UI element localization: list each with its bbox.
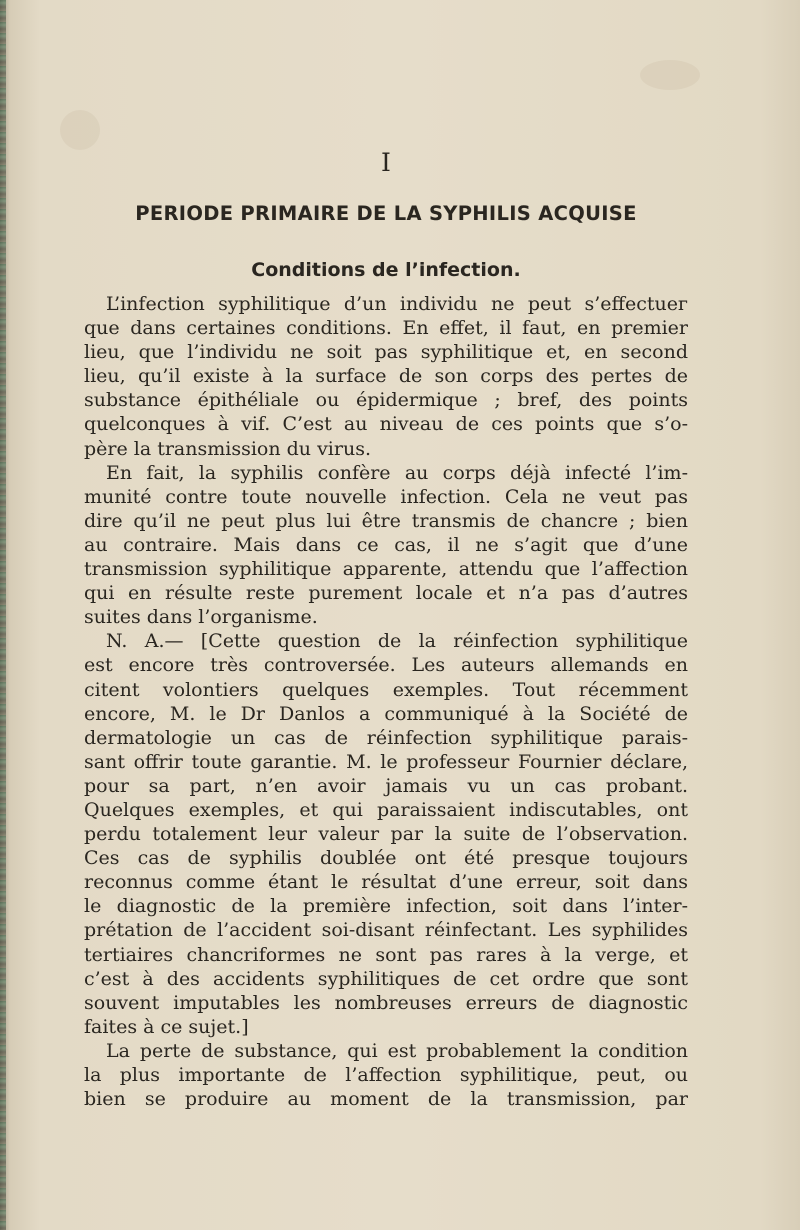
text-line: que dans certaines conditions. En effet, il faut, en premier [84,317,688,340]
text-line: Quelques exemples, et qui paraissaient indiscutables, ont [84,798,688,821]
text-line: prétation de l’accident soi-disant réinfectant. Les syphilides [84,919,688,942]
text-line: c’est à des accidents syphilitiques de cet ordre que sont [84,967,688,990]
text-line: citent volontiers quelques exemples. Tout récemment [84,678,688,701]
text-line: bien se produire au moment de la transmission, par [84,1088,688,1111]
text-line: reconnus comme étant le résultat d’une erreur, soit dans [84,871,688,894]
text-line: perdu totalement leur valeur par la suite de l’observation. [84,823,688,846]
text-line: L’infection syphilitique d’un individu ne peut s’effectueг [106,293,688,315]
paper-stain [640,60,700,90]
text-line: tertiaires chancriformes ne sont pas rares à la verge, et [84,943,688,966]
text-line: quelconques à vif. C’est au niveau de ces points que s’o- [84,413,688,436]
text-line: la plus importante de l’affection syphilitique, peut, ou [84,1064,688,1086]
text-line: munité contre toute nouvelle infection. Cela ne veut pas [84,485,688,508]
text-line: En fait, la syphilis confère au corps déjà infecté l’im- [106,461,688,484]
text-line: qui en résulte reste purement locale et n’a pas d’autres [84,582,688,605]
text-line: sant offrir toute garantie. M. le professeur Fournier déclare, [84,750,688,773]
text-line: le diagnostic de la première infection, soit dans l’inter- [84,895,688,918]
paper-stain [60,110,100,150]
text-line: dire qu’il ne peut plus lui être transmis de chancre ; bien [84,509,688,532]
part-title: PERIODE PRIMAIRE DE LA SYPHILIS ACQUISE [135,202,637,225]
text-line: père la transmission du virus. [84,437,371,460]
text-line: substance épithéliale ou épidermique ; bref, des points [84,389,688,412]
text-line: dermatologie un cas de réinfection syphilitique parais- [84,726,688,749]
text-line: faites à ce sujet.] [84,1015,249,1038]
body-text [84,292,688,1111]
text-line: au contraire. Mais dans ce cas, il ne s’agit que d’une [84,533,688,556]
chapter-number: I [381,148,391,177]
text-line: N. A.— [Cette question de la réinfection syphilitique [106,630,688,653]
text-line: suites dans l’organisme. [84,606,318,629]
text-line: Ces cas de syphilis doublée ont été presque toujours [84,847,688,870]
text-line: pour sa part, n’en avoir jamais vu un cas probant. [84,774,688,797]
text-line: encore, M. le Dr Danlos a communiqué à la Société de [84,702,688,725]
text-line: lieu, qu’il existe à la surface de son corps des pertes de [84,365,688,388]
page-binding-edge [0,0,6,1230]
text-line: transmission syphilitique apparente, attendu que l’affection [84,558,688,581]
text-line: est encore très controversée. Les auteurs allemands en [84,654,688,677]
section-title: Conditions de l’infection. [251,259,521,281]
text-line: La perte de substance, qui est probablement la condition [106,1039,688,1062]
text-line: lieu, que l’individu ne soit pas syphilitique et, en second [84,341,688,364]
text-line: souvent imputables les nombreuses erreurs de diagnostic [84,991,688,1014]
